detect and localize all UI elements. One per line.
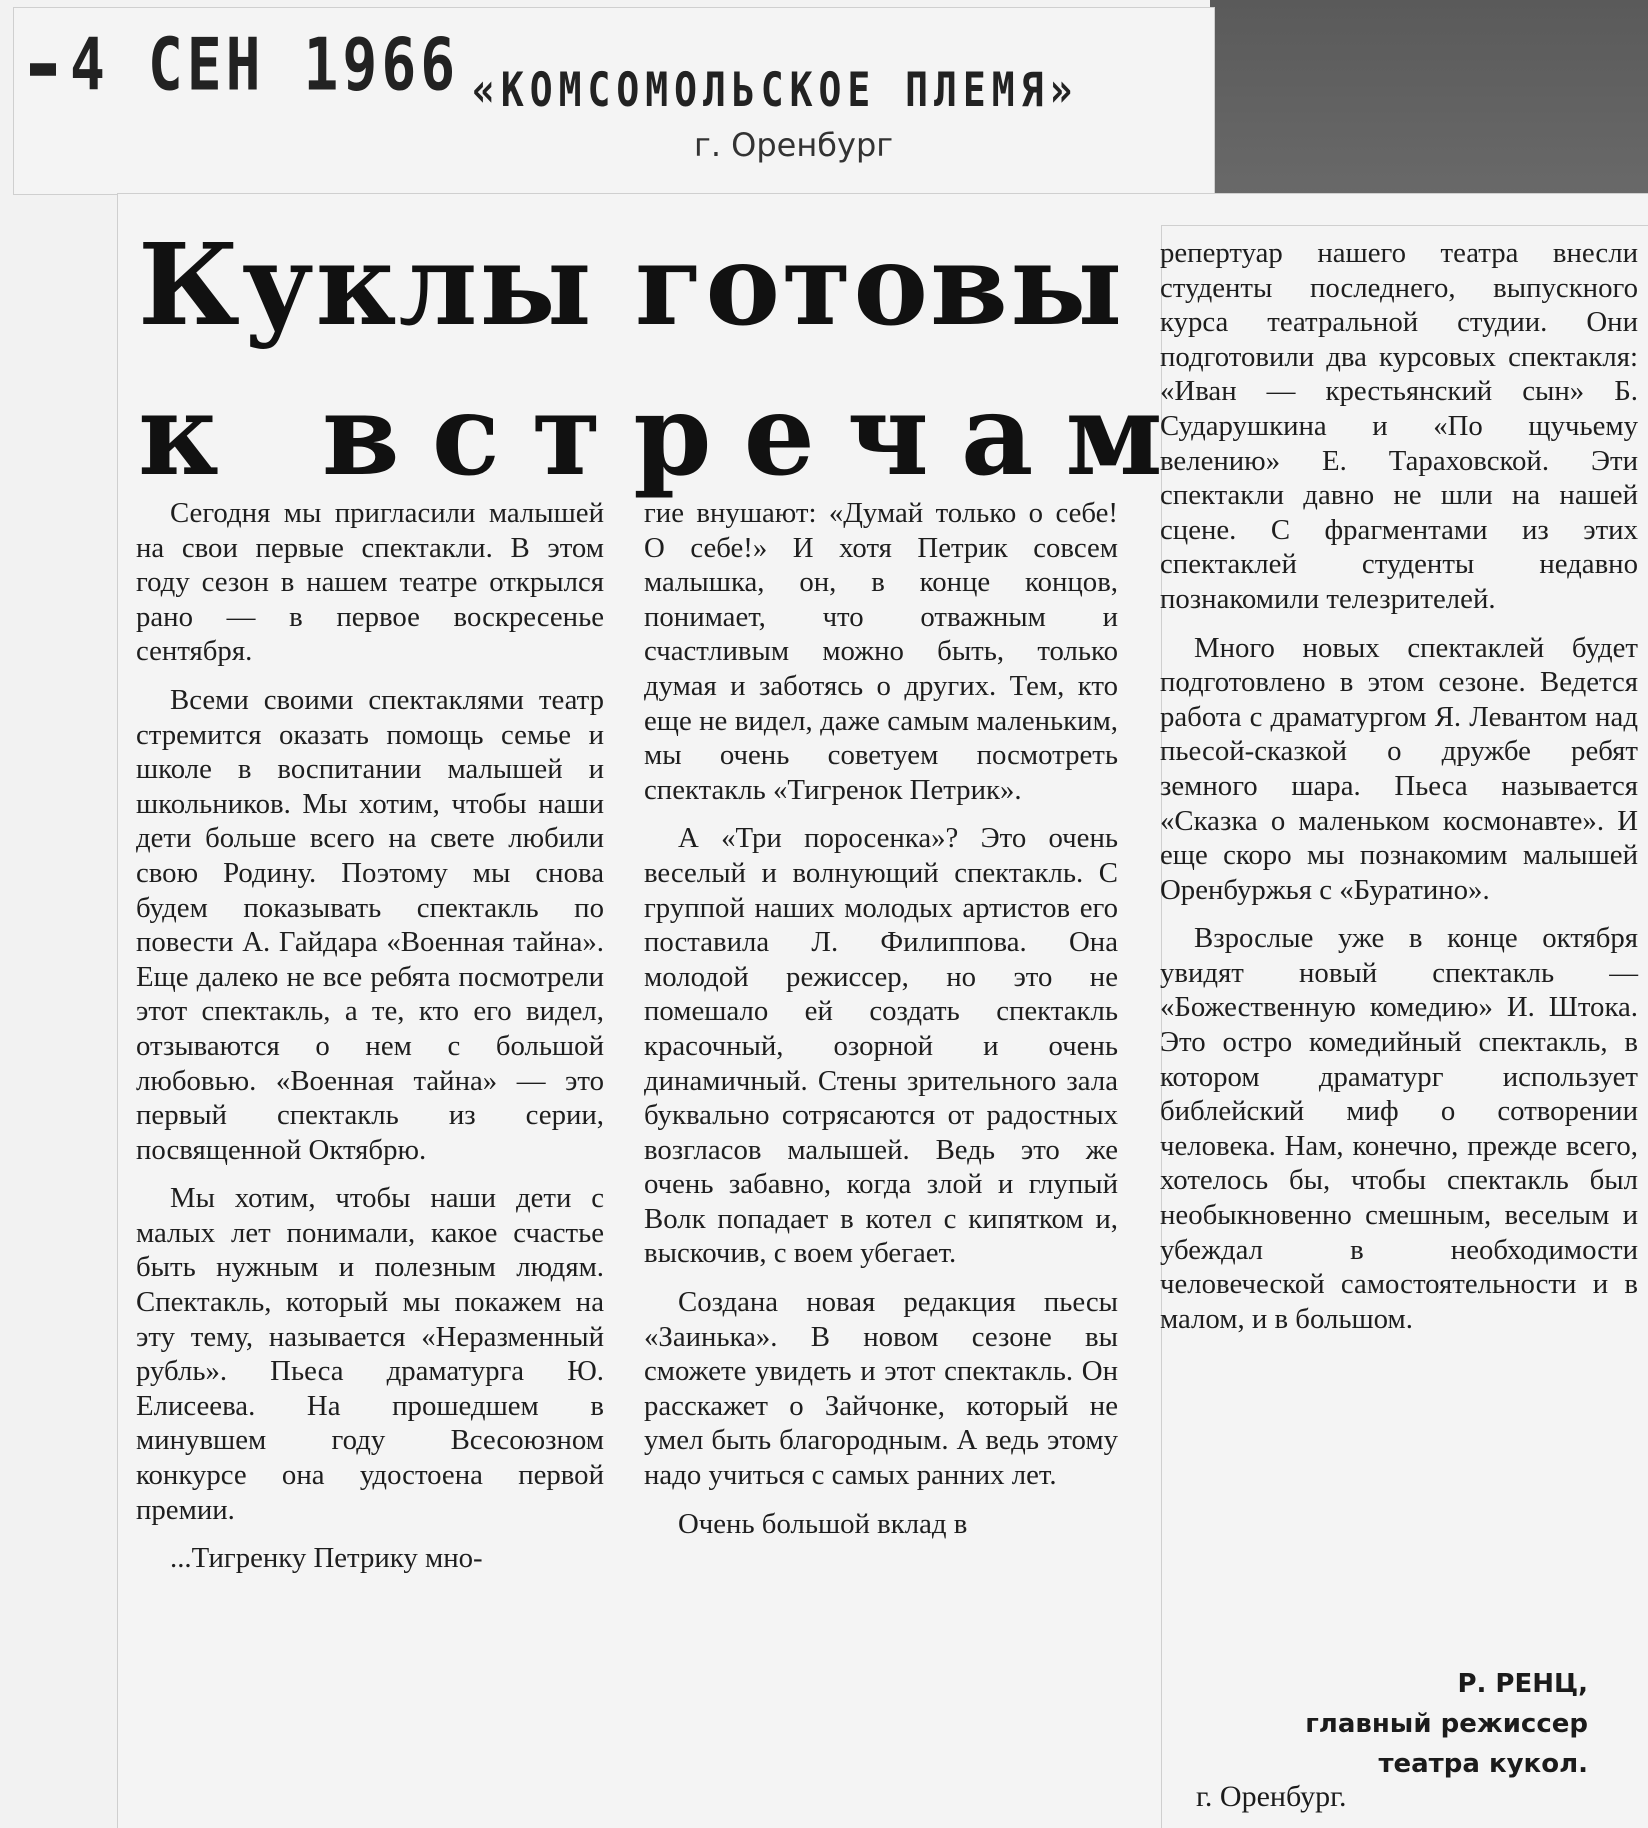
paragraph: Всеми своими спектаклями театр стремится оказать помощь семье и школе в воспитании малышей и школьников. Мы хотим, чтобы наши дети больше всего на свете любили свою Родину. Поэтому мы снова будем показывать спектакль по повести А. Гайдара «Военная тайна». Еще далеко не все ребята посмотрели этот спектакль, а те, кто его видел, отзываются о нем с большой любовью. «Военная тайна» — это первый спектакль из серии, посвященной Октябрю. <box>136 683 604 1166</box>
stamp-dash-mark <box>30 63 56 76</box>
author-name: Р. РЕНЦ, <box>1457 1669 1588 1699</box>
article-column-1 <box>136 496 604 1590</box>
author-organization: театра кукол. <box>1378 1749 1588 1779</box>
date-stamp <box>30 22 459 107</box>
signature-city: г. Оренбург. <box>1196 1780 1347 1813</box>
paragraph: Создана новая редакция пьесы «Заинька». В новом сезоне вы сможете увидеть и этот спектакль. Он расскажет о Зайчонке, который не умел быть благородным. А ведь этому надо учиться с самых ранних лет. <box>644 1286 1118 1492</box>
headline-line-2: к встречам <box>138 370 1195 501</box>
article-column-3 <box>1160 236 1638 1350</box>
paragraph: Очень большой вклад в <box>678 1507 968 1540</box>
paragraph: ...Тигренку Петрику мно- <box>170 1542 483 1575</box>
paragraph: репертуар нашего театра внесли студенты последнего, выпускного курса театральной студии. Они подготовили два курсовых спектакля: «Иван — крестьянский сын» Б. Сударушкина и «По щучьему велению» Е. Тараховской. Эти спектакли давно не шли на нашей сцене. С фрагментами из этих спектаклей студенты недавно познакомили телезрителей. <box>1160 237 1638 615</box>
headline-line-1: Куклы готовы <box>138 220 1125 351</box>
paragraph: Мы хотим, чтобы наши дети с малых лет понимали, какое счастье быть нужным и полезным людям. Спектакль, который мы покажем на эту тему, называется «Неразменный рубль». Пьеса драматурга Ю. Елисеева. На прошедшем в минувшем году Всесоюзном конкурсе она удостоена первой премии. <box>136 1182 604 1526</box>
newspaper-city: г. Оренбург <box>694 126 894 164</box>
newspaper-name: «КОМСОМОЛЬСКОЕ ПЛЕМЯ» <box>472 62 1079 117</box>
date-stamp-text: 4 СЕН 1966 <box>70 22 460 107</box>
author-title: главный режиссер <box>1305 1709 1588 1739</box>
paragraph: Сегодня мы пригласили малышей на свои первые спектакли. В этом году сезон в нашем театре открылся рано — в первое воскресенье сентября. <box>136 497 604 668</box>
paragraph: А «Три поросенка»? Это очень веселый и волнующий спектакль. С группой наших молодых артистов его поставила Л. Филиппова. Она молодой режиссер, но это не помешало ей создать спектакль красочный, озорной и очень динамичный. Стены зрительного зала буквально сотрясаются от радостных возгласов малышей. Ведь это же очень забавно, когда злой и глупый Волк попадает в котел с кипятком и, выскочив, с воем убегает. <box>644 822 1118 1270</box>
paragraph: Много новых спектаклей будет подготовлено в этом сезоне. Ведется работа с драматургом Я. Левантом над пьесой-сказкой о дружбе ребят земного шара. Пьеса называется «Сказка о маленьком космонавте». И еще скоро мы познакомим малышей Оренбуржья с «Буратино». <box>1160 631 1638 906</box>
paragraph: Взрослые уже в конце октября увидят новый спектакль — «Божественную комедию» И. Штока. Это остро комедийный спектакль, в котором драматург использует библейский миф о сотворении человека. Нам, конечно, прежде всего, хотелось бы, чтобы спектакль был необыкновенно смешным, веселым и убеждал в необходимости человеческой самостоятельности и в малом, и в большом. <box>1160 922 1638 1335</box>
paragraph: гие внушают: «Думай только о себе! О себе!» И хотя Петрик совсем малышка, он, в конце концов, понимает, что отважным и счастливым можно быть, только думая и заботясь о других. Тем, кто еще не видел, даже самым маленьким, мы очень советуем посмотреть спектакль «Тигренок Петрик». <box>644 497 1118 806</box>
author-signature <box>1088 1664 1588 1784</box>
article-column-2 <box>644 496 1118 1555</box>
